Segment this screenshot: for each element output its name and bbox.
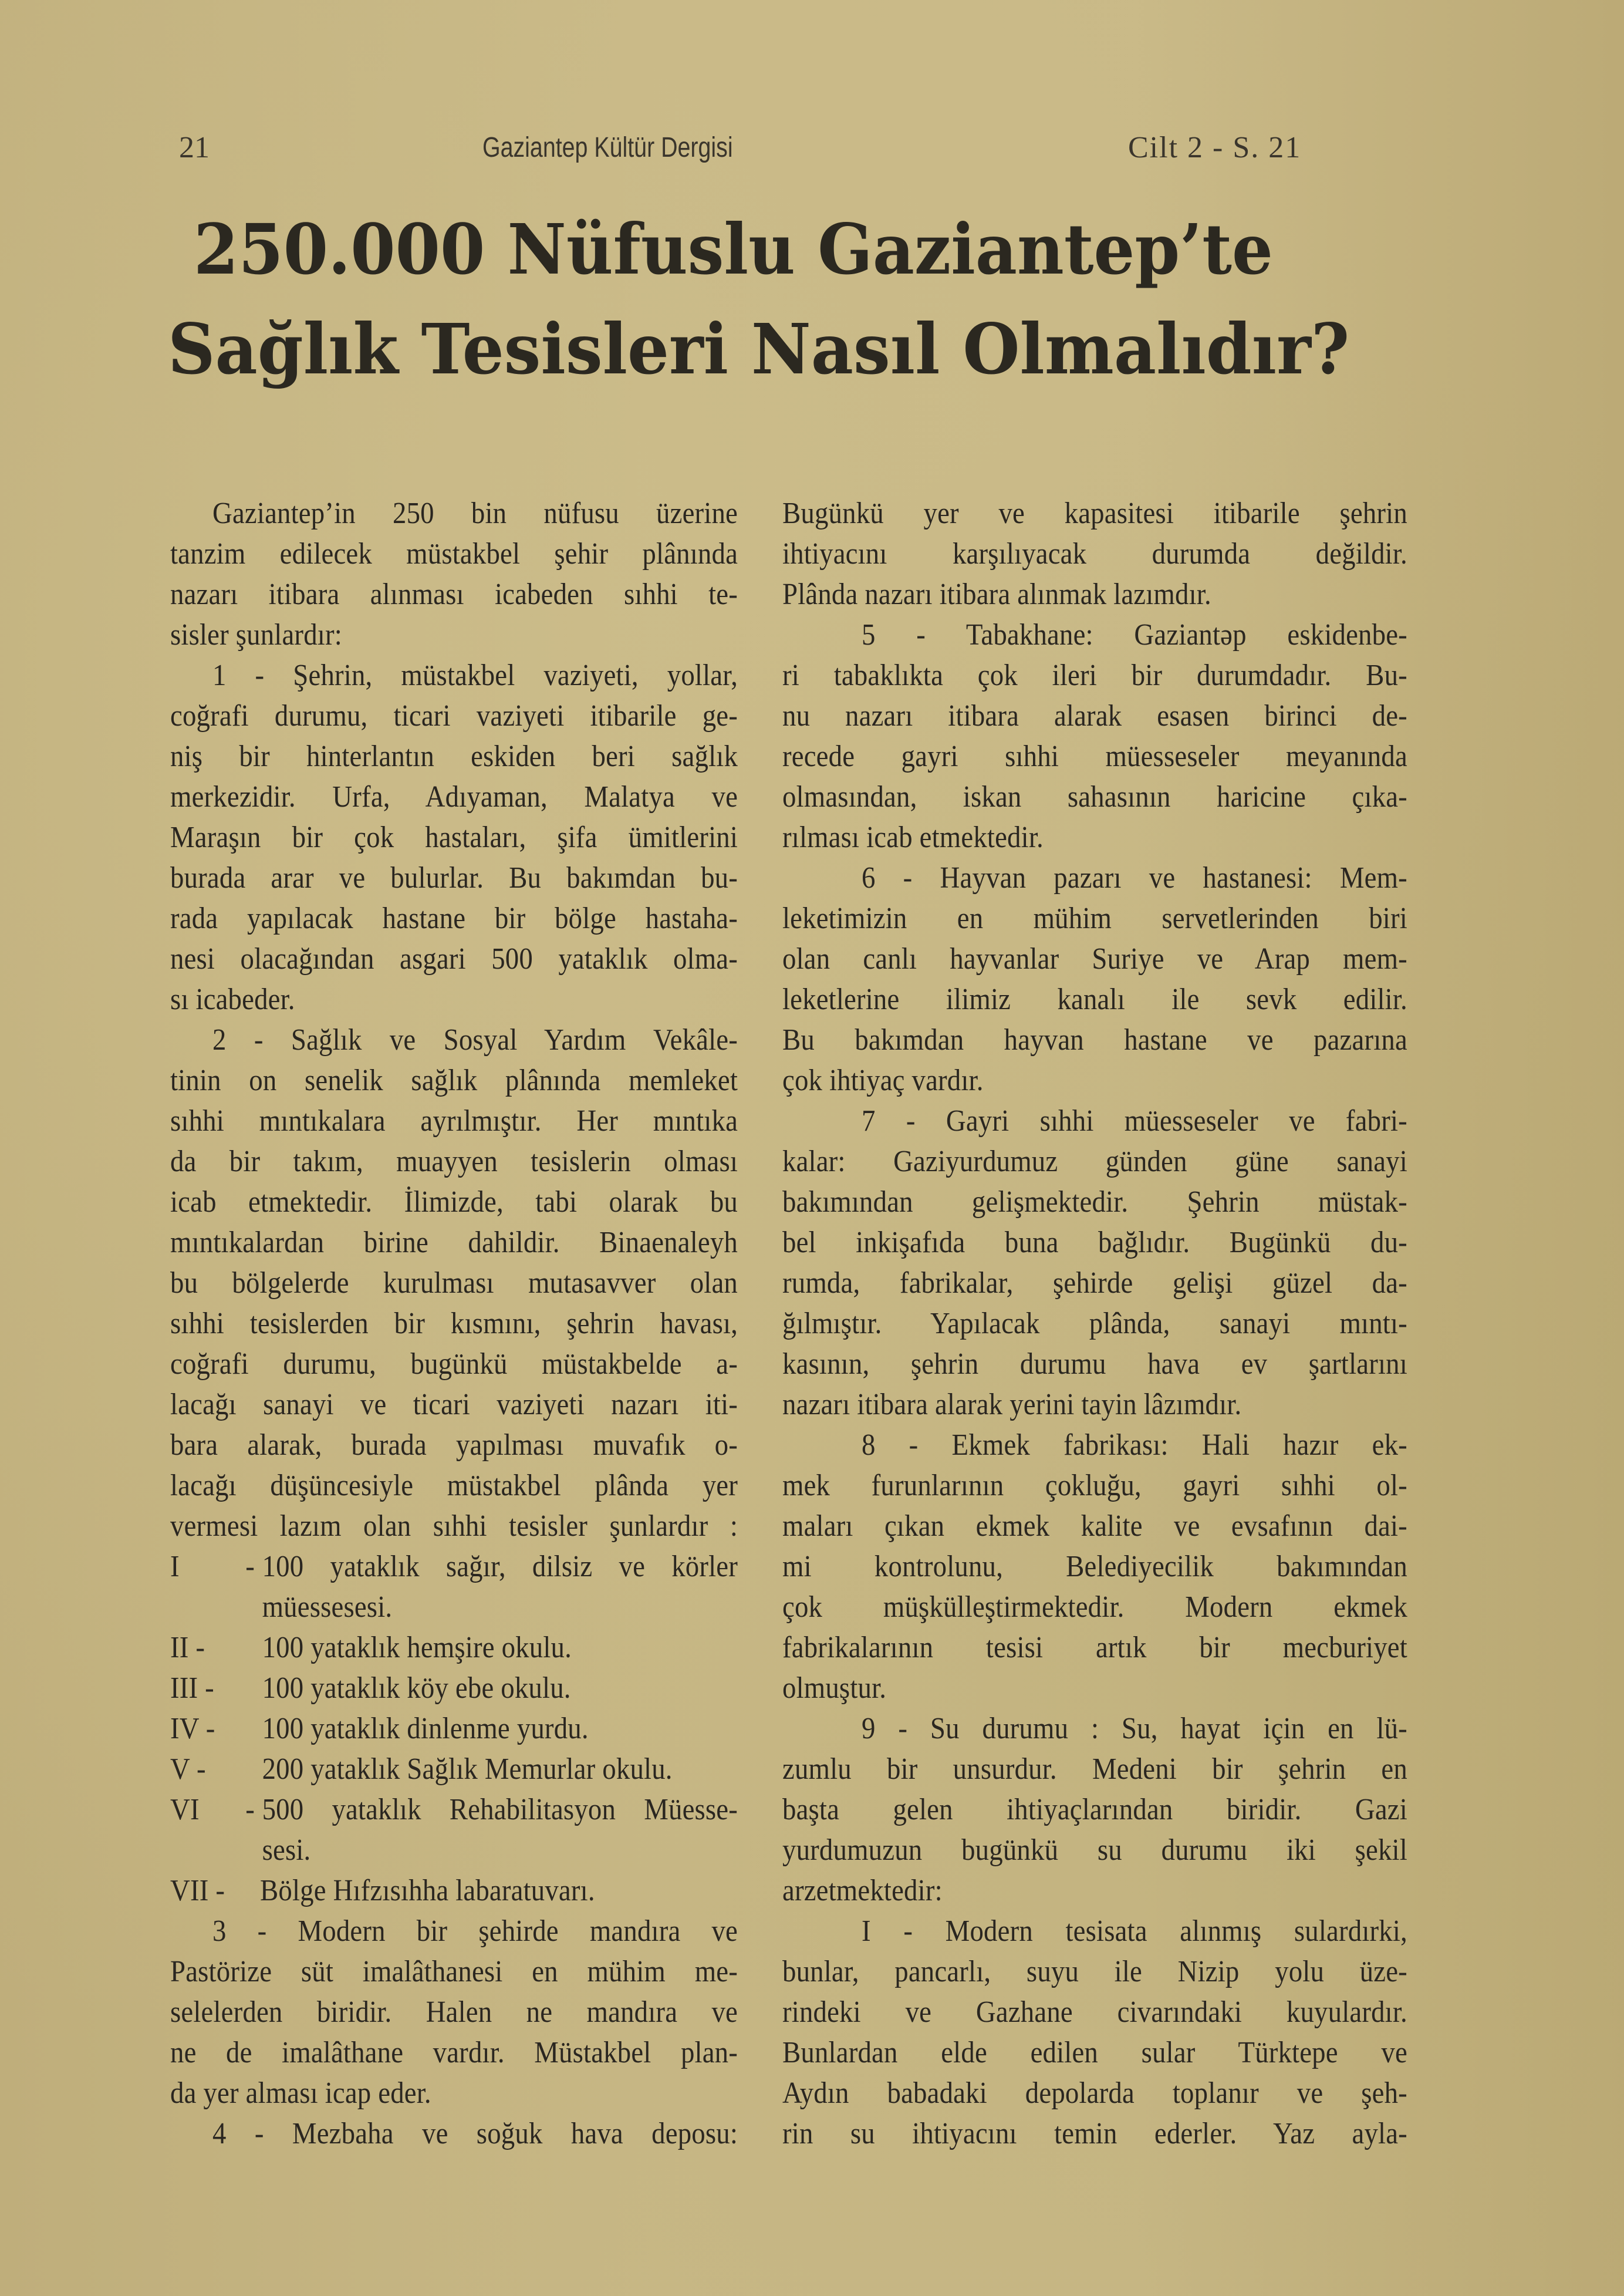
text-line: kalar: Gaziyurdumuz günden güne sanayi (782, 1145, 1407, 1178)
text-line: sı icabeder. (170, 983, 295, 1016)
text-line: tinin on senelik sağlık plânında memleket (170, 1064, 738, 1097)
text-line: 4 - Mezbaha ve soğuk hava deposu: (212, 2117, 738, 2150)
text-line: Gaziantep’in 250 bin nüfusu üzerine (212, 497, 738, 530)
text-line: Bunlardan elde edilen sular Türktepe ve (782, 2036, 1407, 2069)
text-line: 5 - Tabakhane: Gaziantəp eskidenbe- (862, 618, 1407, 652)
text-line: rindeki ve Gazhane civarındaki kuyulardır. (782, 1995, 1407, 2029)
text-line: çok ihtiyaç vardır. (782, 1064, 984, 1097)
text-line: bara alarak, burada yapılması muvafık o- (170, 1428, 738, 1462)
text-line: 8 - Ekmek fabrikası: Hali hazır ek- (862, 1428, 1407, 1462)
text-line: fabrikalarının tesisi artık bir mecburiyet (782, 1631, 1407, 1664)
text-line: arzetmektedir: (782, 1874, 943, 1907)
facility-item (170, 1627, 738, 1668)
facility-number: IV - (170, 1712, 215, 1745)
text-line: ğılmıştır. Yapılacak plânda, sanayi mıntı- (782, 1307, 1407, 1340)
text-line: I - Modern tesisata alınmış sulardırki, (862, 1914, 1407, 1948)
text-line: 9 - Su durumu : Su, hayat için en lü- (862, 1712, 1407, 1745)
text-line: Aydın babadaki depolarda toplanır ve şeh- (782, 2076, 1407, 2110)
text-line: coğrafi durumu, ticari vaziyeti itibarile ge- (170, 699, 738, 733)
text-line: sıhhi tesislerden bir kısmını, şehrin havası, (170, 1307, 738, 1340)
text-line: lacağı düşüncesiyle müstakbel plânda yer (170, 1469, 738, 1502)
text-line: Bugünkü yer ve kapasitesi itibarile şehrin (782, 497, 1407, 530)
title-line-2: Sağlık Tesisleri Nasıl Olmalıdır? (168, 308, 1350, 390)
text-line: recede gayri sıhhi müesseseler meyanında (782, 740, 1407, 773)
text-line: merkezidir. Urfa, Adıyaman, Malatya ve (170, 780, 738, 814)
text-line: 1 - Şehrin, müstakbel vaziyeti, yollar, (212, 659, 738, 692)
facility-number: I - (170, 1550, 255, 1583)
facility-item (170, 1668, 738, 1708)
facility-item (170, 1789, 738, 1830)
text-line: olmasından, iskan sahasının haricine çıka- (782, 780, 1407, 814)
text-line: rumda, fabrikalar, şehirde gelişi güzel da- (782, 1266, 1407, 1300)
text-line: Bu bakımdan hayvan hastane ve pazarına (782, 1023, 1407, 1057)
text-line: ne de imalâthane vardır. Müstakbel plan- (170, 2036, 738, 2069)
facility-number: II - (170, 1631, 205, 1664)
page-number: 21 (179, 131, 210, 164)
text-line: 2 - Sağlık ve Sosyal Yardım Vekâle- (212, 1023, 738, 1057)
journal-name: Gaziantep Kültür Dergisi (482, 132, 733, 163)
facility-text: 100 yataklık köy ebe okulu. (262, 1671, 571, 1705)
text-line: maları çıkan ekmek kalite ve evsafının dai- (782, 1509, 1407, 1543)
text-line: sıhhi mıntıkalara ayrılmıştır. Her mıntıka (170, 1104, 738, 1138)
facility-item (170, 1546, 738, 1587)
facility-number: III - (170, 1671, 214, 1705)
text-line: tanzim edilecek müstakbel şehir plânında (170, 537, 738, 571)
facility-continuation: müessesesi. (262, 1590, 393, 1624)
text-line: burada arar ve bulurlar. Bu bakımdan bu- (170, 861, 738, 895)
facility-number: VII - (170, 1874, 225, 1907)
text-line: coğrafi durumu, bugünkü müstakbelde a- (170, 1347, 738, 1381)
left-column (170, 493, 738, 2154)
facility-continuation: sesi. (262, 1833, 311, 1867)
text-line: olan canlı hayvanlar Suriye ve Arap mem- (782, 942, 1407, 976)
text-line: olmuştur. (782, 1671, 887, 1705)
text-line: selelerden biridir. Halen ne mandıra ve (170, 1995, 738, 2029)
text-line: ri tabaklıkta çok ileri bir durumdadır. Bu- (782, 659, 1407, 692)
text-line: 7 - Gayri sıhhi müesseseler ve fabri- (862, 1104, 1407, 1138)
text-line: nesi olacağından asgari 500 yataklık olma- (170, 942, 738, 976)
title-line-1: 250.000 Nüfuslu Gaziantep’te (194, 208, 1273, 290)
facility-item (170, 1749, 738, 1789)
facility-text: 100 yataklık dinlenme yurdu. (262, 1712, 589, 1745)
text-line: niş bir hinterlantın eskiden beri sağlık (170, 740, 738, 773)
facility-number: V - (170, 1752, 206, 1786)
text-line: başta gelen ihtiyaçlarından biridir. Gazi (782, 1793, 1407, 1826)
text-line: da yer alması icap eder. (170, 2076, 431, 2110)
text-line: rada yapılacak hastane bir bölge hastaha- (170, 902, 738, 935)
facility-text: 500 yataklık Rehabilitasyon Müesse- (262, 1793, 738, 1826)
text-line: çok müşkülleştirmektedir. Modern ekmek (782, 1590, 1407, 1624)
text-line: Pastörize süt imalâthanesi en mühim me- (170, 1955, 738, 1988)
text-line: nazarı itibara alınması icabeden sıhhi te- (170, 578, 738, 611)
text-line: leketlerine ilimiz kanalı ile sevk edilir. (782, 983, 1407, 1016)
text-line: nazarı itibara alarak yerini tayin lâzımdır. (782, 1388, 1242, 1421)
text-line: bakımından gelişmektedir. Şehrin müstak- (782, 1185, 1407, 1219)
facility-item (170, 1708, 738, 1749)
text-line: Plânda nazarı itibara alınmak lazımdır. (782, 578, 1211, 611)
text-line: sisler şunlardır: (170, 618, 342, 652)
text-line: 3 - Modern bir şehirde mandıra ve (212, 1914, 738, 1948)
text-line: mi kontrolunu, Belediyecilik bakımından (782, 1550, 1407, 1583)
right-column (782, 493, 1408, 2154)
text-line: lacağı sanayi ve ticari vaziyeti nazarı iti- (170, 1388, 738, 1421)
text-line: icab etmektedir. İlimizde, tabi olarak bu (170, 1185, 738, 1219)
text-line: nu nazarı itibara alarak esasen birinci de- (782, 699, 1407, 733)
text-line: da bir takım, muayyen tesislerin olması (170, 1145, 738, 1178)
text-line: mek furunlarının çokluğu, gayri sıhhi ol- (782, 1469, 1407, 1502)
facility-text: 100 yataklık sağır, dilsiz ve körler (262, 1550, 738, 1583)
facility-text: 100 yataklık hemşire okulu. (262, 1631, 572, 1664)
text-line: mıntıkalardan birine dahildir. Binaenaleyh (170, 1226, 738, 1259)
text-line: bunlar, pancarlı, suyu ile Nizip yolu üze- (782, 1955, 1407, 1988)
text-line: leketimizin en mühim servetlerinden biri (782, 902, 1407, 935)
text-line: 6 - Hayvan pazarı ve hastanesi: Mem- (862, 861, 1407, 895)
text-line: vermesi lazım olan sıhhi tesisler şunlardır : (170, 1509, 738, 1543)
text-line: bu bölgelerde kurulması mutasavver olan (170, 1266, 738, 1300)
text-line: rin su ihtiyacını temin ederler. Yaz ayla- (782, 2117, 1407, 2150)
text-line: bel inkişafıda buna bağlıdır. Bugünkü du- (782, 1226, 1407, 1259)
facility-item (170, 1870, 738, 1911)
text-line: yurdumuzun bugünkü su durumu iki şekil (782, 1833, 1407, 1867)
facility-text: 200 yataklık Sağlık Memurlar okulu. (262, 1752, 673, 1786)
issue-info: Cilt 2 - S. 21 (1128, 131, 1302, 164)
text-line: rılması icab etmektedir. (782, 821, 1044, 854)
text-line: Maraşın bir çok hastaları, şifa ümitlerini (170, 821, 738, 854)
text-line: kasının, şehrin durumu hava ev şartlarını (782, 1347, 1407, 1381)
text-line: zumlu bir unsurdur. Medeni bir şehrin en (782, 1752, 1407, 1786)
facility-number: VI - (170, 1793, 255, 1826)
text-line: ihtiyacını karşılıyacak durumda değildir. (782, 537, 1407, 571)
facility-text: Bölge Hıfzısıhha labaratuvarı. (260, 1874, 595, 1907)
